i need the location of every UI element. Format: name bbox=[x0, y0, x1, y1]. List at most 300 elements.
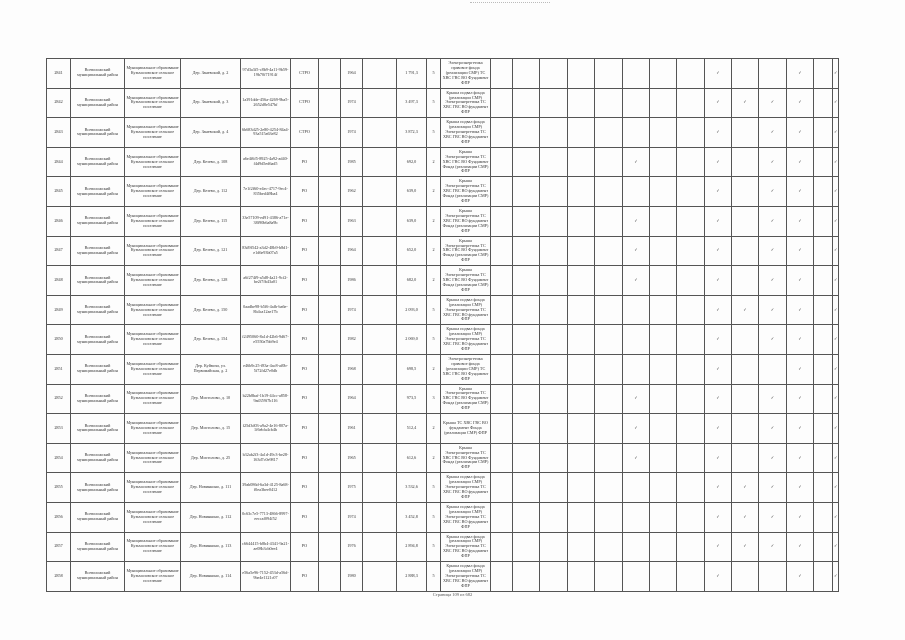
year-cell: 1974 bbox=[341, 118, 363, 148]
checkmark-icon: ✓ bbox=[787, 206, 814, 236]
empty-check-cell bbox=[623, 502, 650, 532]
floors-cell: 5 bbox=[427, 325, 441, 355]
empty-check-cell bbox=[677, 473, 705, 503]
category-cell: СТРО bbox=[291, 88, 319, 118]
empty-check-cell bbox=[595, 354, 623, 384]
empty-check-cell bbox=[540, 414, 568, 444]
checkmark-icon: ✓ bbox=[833, 177, 839, 207]
empty-check-cell bbox=[732, 206, 759, 236]
empty-check-cell bbox=[513, 502, 540, 532]
checkmark-icon: ✓ bbox=[705, 414, 732, 444]
table-row bbox=[47, 206, 839, 236]
checkmark-icon: ✓ bbox=[705, 206, 732, 236]
empty-check-cell bbox=[595, 325, 623, 355]
category-cell: РО bbox=[291, 502, 319, 532]
empty-check-cell bbox=[623, 177, 650, 207]
empty-check-cell bbox=[814, 295, 833, 325]
empty-check-cell bbox=[568, 473, 595, 503]
empty-check-cell bbox=[491, 414, 513, 444]
empty-check-cell bbox=[595, 147, 623, 177]
guid-cell: 33e57109-ed91-4386-a71e-38f90b6a8a9b bbox=[241, 206, 291, 236]
empty-check-cell bbox=[540, 502, 568, 532]
settlement-cell: Муниципальное образование Кузьмоловское сельское поселение bbox=[125, 502, 181, 532]
empty-check-cell bbox=[513, 295, 540, 325]
empty-check-cell bbox=[513, 325, 540, 355]
empty-check-cell bbox=[677, 443, 705, 473]
empty-check-cell bbox=[650, 325, 677, 355]
empty-check-cell bbox=[513, 118, 540, 148]
checkmark-icon: ✓ bbox=[759, 414, 787, 444]
checkmark-icon: ✓ bbox=[705, 88, 732, 118]
row-number: 2850 bbox=[47, 325, 71, 355]
table-row bbox=[47, 88, 839, 118]
year-cell: 1976 bbox=[341, 532, 363, 562]
year-cell: 1974 bbox=[341, 502, 363, 532]
guid-cell: f2495060-8a1d-42b6-9d67-e5550a7bb9e4 bbox=[241, 325, 291, 355]
checkmark-icon: ✓ bbox=[623, 206, 650, 236]
work-types-cell: Крыша Электроэнергетика ТС ХВС ГВС ВО Фундамент Фонда (реализации СМР) ФПР bbox=[441, 236, 491, 266]
table-row bbox=[47, 473, 839, 503]
guid-cell: 7e1f2f60-e4ec-4717-9ec4-835bed4f8ba4 bbox=[241, 177, 291, 207]
empty-check-cell bbox=[540, 266, 568, 296]
empty-check-cell bbox=[677, 147, 705, 177]
empty-cell bbox=[319, 502, 341, 532]
address-cell: Дер. Кезево, д. 154 bbox=[181, 325, 241, 355]
checkmark-icon: ✓ bbox=[705, 266, 732, 296]
empty-check-cell bbox=[513, 59, 540, 89]
work-types-cell: Электроэнергетика правовое фонда (реализации СМР) ТС ХВС ГВС ВО Фундамент ФПР bbox=[441, 354, 491, 384]
empty-check-cell bbox=[814, 206, 833, 236]
address-cell: Дер. Новинкино, д. 111 bbox=[181, 473, 241, 503]
empty-check-cell bbox=[650, 414, 677, 444]
checkmark-icon: ✓ bbox=[759, 266, 787, 296]
year-cell: 1965 bbox=[341, 443, 363, 473]
address-cell: Дер. Заневский, д. 3 bbox=[181, 88, 241, 118]
address-cell: Дер. Кезево, д. 121 bbox=[181, 236, 241, 266]
checkmark-icon: ✓ bbox=[787, 118, 814, 148]
empty-check-cell bbox=[814, 443, 833, 473]
empty-check-cell bbox=[650, 443, 677, 473]
table-row bbox=[47, 414, 839, 444]
table-row bbox=[47, 295, 839, 325]
empty-check-cell bbox=[568, 384, 595, 414]
checkmark-icon: ✓ bbox=[623, 147, 650, 177]
district-cell: Всеволожский муниципальный район bbox=[71, 177, 125, 207]
empty-check-cell bbox=[540, 325, 568, 355]
checkmark-icon: ✓ bbox=[833, 206, 839, 236]
empty-check-cell bbox=[595, 443, 623, 473]
checkmark-icon: ✓ bbox=[705, 147, 732, 177]
checkmark-icon: ✓ bbox=[705, 384, 732, 414]
category-cell: РО bbox=[291, 443, 319, 473]
row-number: 2852 bbox=[47, 384, 71, 414]
settlement-cell: Муниципальное образование Кузьмоловское сельское поселение bbox=[125, 562, 181, 592]
settlement-cell: Муниципальное образование Кузьмоловское сельское поселение bbox=[125, 206, 181, 236]
checkmark-icon: ✓ bbox=[759, 177, 787, 207]
empty-check-cell bbox=[814, 88, 833, 118]
row-number: 2847 bbox=[47, 236, 71, 266]
empty-check-cell bbox=[623, 532, 650, 562]
empty-check-cell bbox=[759, 354, 787, 384]
empty-cell bbox=[319, 118, 341, 148]
empty-check-cell bbox=[650, 532, 677, 562]
table-row bbox=[47, 236, 839, 266]
empty-cell bbox=[319, 562, 341, 592]
settlement-cell: Муниципальное образование Кузьмоловское сельское поселение bbox=[125, 532, 181, 562]
district-cell: Всеволожский муниципальный район bbox=[71, 384, 125, 414]
empty-check-cell bbox=[568, 236, 595, 266]
empty-check-cell bbox=[491, 384, 513, 414]
area-cell: 973,5 bbox=[397, 384, 427, 414]
guid-cell: e56a5e96-7152-453d-a56d-9be4e1121c07 bbox=[241, 562, 291, 592]
table-row bbox=[47, 147, 839, 177]
empty-check-cell bbox=[623, 325, 650, 355]
empty-cell bbox=[319, 532, 341, 562]
empty-check-cell bbox=[568, 206, 595, 236]
guid-cell: 97d3a3f5-c8b9-4a11-9b59-19b70f71914f bbox=[241, 59, 291, 89]
area-cell: 612,6 bbox=[397, 443, 427, 473]
category-cell: РО bbox=[291, 562, 319, 592]
area-cell: 3 872,3 bbox=[397, 118, 427, 148]
empty-check-cell bbox=[513, 532, 540, 562]
empty-check-cell bbox=[650, 502, 677, 532]
empty-check-cell bbox=[568, 502, 595, 532]
empty-check-cell bbox=[650, 88, 677, 118]
work-types-cell: Крыша Электроэнергетика ТС ХВС ГВС ВО Фундамент Фонда (реализации СМР) ФПР bbox=[441, 266, 491, 296]
empty-check-cell bbox=[814, 414, 833, 444]
empty-check-cell bbox=[513, 354, 540, 384]
checkmark-icon: ✓ bbox=[833, 59, 839, 89]
scan-artifact bbox=[470, 2, 550, 5]
empty-cell bbox=[363, 206, 397, 236]
district-cell: Всеволожский муниципальный район bbox=[71, 502, 125, 532]
empty-check-cell bbox=[814, 473, 833, 503]
empty-check-cell bbox=[568, 562, 595, 592]
checkmark-icon: ✓ bbox=[759, 88, 787, 118]
empty-check-cell bbox=[540, 295, 568, 325]
empty-check-cell bbox=[595, 236, 623, 266]
empty-check-cell bbox=[568, 414, 595, 444]
empty-check-cell bbox=[513, 88, 540, 118]
guid-cell: b22b8baf-1b19-44cc-a858-9ad359f7b116 bbox=[241, 384, 291, 414]
row-number: 2853 bbox=[47, 414, 71, 444]
empty-check-cell bbox=[491, 236, 513, 266]
settlement-cell: Муниципальное образование Кузьмоловское сельское поселение bbox=[125, 59, 181, 89]
category-cell: РО bbox=[291, 266, 319, 296]
district-cell: Всеволожский муниципальный район bbox=[71, 443, 125, 473]
area-cell: 3 532,6 bbox=[397, 473, 427, 503]
table-row bbox=[47, 118, 839, 148]
empty-cell bbox=[319, 206, 341, 236]
empty-check-cell bbox=[677, 177, 705, 207]
address-cell: Дер. Мистолово, д. 10 bbox=[181, 384, 241, 414]
district-cell: Всеволожский муниципальный район bbox=[71, 236, 125, 266]
address-cell: Дер. Кезево, д. 108 bbox=[181, 147, 241, 177]
checkmark-icon: ✓ bbox=[705, 177, 732, 207]
checkmark-icon: ✓ bbox=[833, 325, 839, 355]
work-types-cell: Крыша Электроэнергетика ТС ХВС ГВС ВО фундамент Фонда (реализации СМР) ФПР bbox=[441, 177, 491, 207]
checkmark-icon: ✓ bbox=[705, 562, 732, 592]
empty-cell bbox=[319, 147, 341, 177]
empty-check-cell bbox=[568, 532, 595, 562]
address-cell: Дер. Мистолово, д. 25 bbox=[181, 443, 241, 473]
empty-check-cell bbox=[491, 206, 513, 236]
floors-cell: 5 bbox=[427, 118, 441, 148]
empty-check-cell bbox=[732, 236, 759, 266]
empty-cell bbox=[363, 473, 397, 503]
address-cell: Дер. Заневский, д. 4 bbox=[181, 118, 241, 148]
table-row bbox=[47, 384, 839, 414]
settlement-cell: Муниципальное образование Кузьмоловское сельское поселение bbox=[125, 177, 181, 207]
empty-check-cell bbox=[677, 266, 705, 296]
empty-check-cell bbox=[540, 88, 568, 118]
work-types-cell: Крыша Электроэнергетика ТС ХВС ГВС ВО Фундамент Фонда (реализации СМР) ФПР bbox=[441, 384, 491, 414]
empty-check-cell bbox=[595, 88, 623, 118]
empty-check-cell bbox=[595, 502, 623, 532]
empty-check-cell bbox=[732, 562, 759, 592]
category-cell: РО bbox=[291, 147, 319, 177]
floors-cell: 2 bbox=[427, 414, 441, 444]
checkmark-icon: ✓ bbox=[732, 295, 759, 325]
area-cell: 2 894,8 bbox=[397, 532, 427, 562]
category-cell: РО bbox=[291, 206, 319, 236]
empty-check-cell bbox=[595, 177, 623, 207]
checkmark-icon: ✓ bbox=[705, 443, 732, 473]
year-cell: 1961 bbox=[341, 414, 363, 444]
empty-check-cell bbox=[540, 147, 568, 177]
empty-check-cell bbox=[491, 88, 513, 118]
empty-cell bbox=[363, 325, 397, 355]
district-cell: Всеволожский муниципальный район bbox=[71, 206, 125, 236]
floors-cell: 2 bbox=[427, 177, 441, 207]
empty-check-cell bbox=[677, 206, 705, 236]
table-row bbox=[47, 443, 839, 473]
empty-check-cell bbox=[732, 414, 759, 444]
checkmark-icon: ✓ bbox=[787, 502, 814, 532]
empty-check-cell bbox=[677, 414, 705, 444]
floors-cell: 2 bbox=[427, 206, 441, 236]
empty-check-cell bbox=[650, 177, 677, 207]
checkmark-icon: ✓ bbox=[759, 295, 787, 325]
district-cell: Всеволожский муниципальный район bbox=[71, 414, 125, 444]
row-number: 2856 bbox=[47, 502, 71, 532]
empty-check-cell bbox=[650, 473, 677, 503]
empty-check-cell bbox=[677, 502, 705, 532]
empty-cell bbox=[363, 443, 397, 473]
row-number: 2851 bbox=[47, 354, 71, 384]
empty-check-cell bbox=[540, 354, 568, 384]
area-cell: 2 069,0 bbox=[397, 325, 427, 355]
area-cell: 698,5 bbox=[397, 354, 427, 384]
empty-check-cell bbox=[540, 236, 568, 266]
empty-check-cell bbox=[677, 236, 705, 266]
checkmark-icon: ✓ bbox=[732, 88, 759, 118]
checkmark-icon: ✓ bbox=[759, 473, 787, 503]
work-types-cell: Крыша подвал фонда (реализации СМР) Электроэнергетика ТС ХВС ГВС ВО фундамент ФПР bbox=[441, 88, 491, 118]
settlement-cell: Муниципальное образование Кузьмоловское сельское поселение bbox=[125, 473, 181, 503]
empty-check-cell bbox=[732, 325, 759, 355]
checkmark-icon: ✓ bbox=[787, 88, 814, 118]
row-number: 2857 bbox=[47, 532, 71, 562]
empty-check-cell bbox=[568, 325, 595, 355]
empty-check-cell bbox=[595, 532, 623, 562]
checkmark-icon: ✓ bbox=[705, 473, 732, 503]
work-types-cell: Крыша подвал фонда (реализации СМР) Электроэнергетика ТС ХВС ГВС ВО фундамент ФПР bbox=[441, 562, 491, 592]
checkmark-icon: ✓ bbox=[759, 502, 787, 532]
district-cell: Всеволожский муниципальный район bbox=[71, 266, 125, 296]
empty-check-cell bbox=[540, 384, 568, 414]
empty-check-cell bbox=[491, 266, 513, 296]
empty-cell bbox=[363, 59, 397, 89]
table-row bbox=[47, 325, 839, 355]
year-cell: 1968 bbox=[341, 354, 363, 384]
empty-check-cell bbox=[513, 562, 540, 592]
checkmark-icon: ✓ bbox=[732, 502, 759, 532]
empty-cell bbox=[319, 354, 341, 384]
empty-check-cell bbox=[650, 236, 677, 266]
empty-check-cell bbox=[595, 473, 623, 503]
empty-check-cell bbox=[540, 562, 568, 592]
empty-cell bbox=[319, 295, 341, 325]
settlement-cell: Муниципальное образование Кузьмоловское сельское поселение bbox=[125, 354, 181, 384]
empty-check-cell bbox=[732, 118, 759, 148]
category-cell: РО bbox=[291, 473, 319, 503]
empty-check-cell bbox=[759, 59, 787, 89]
empty-check-cell bbox=[540, 532, 568, 562]
floors-cell: 2 bbox=[427, 236, 441, 266]
empty-check-cell bbox=[540, 206, 568, 236]
empty-cell bbox=[319, 473, 341, 503]
settlement-cell: Муниципальное образование Кузьмоловское сельское поселение bbox=[125, 88, 181, 118]
floors-cell: 2 bbox=[427, 266, 441, 296]
area-cell: 652,0 bbox=[397, 236, 427, 266]
empty-check-cell bbox=[814, 502, 833, 532]
year-cell: 1963 bbox=[341, 206, 363, 236]
empty-check-cell bbox=[677, 118, 705, 148]
checkmark-icon: ✓ bbox=[732, 473, 759, 503]
district-cell: Всеволожский муниципальный район bbox=[71, 562, 125, 592]
checkmark-icon: ✓ bbox=[623, 443, 650, 473]
address-cell: Дер. Кезево, д. 112 bbox=[181, 177, 241, 207]
guid-cell: b32ab2f3-4a1d-49c3-be28-163d7c0e9817 bbox=[241, 443, 291, 473]
year-cell: 1980 bbox=[341, 562, 363, 592]
empty-check-cell bbox=[513, 266, 540, 296]
checkmark-icon: ✓ bbox=[833, 354, 839, 384]
row-number: 2849 bbox=[47, 295, 71, 325]
checkmark-icon: ✓ bbox=[833, 236, 839, 266]
checkmark-icon: ✓ bbox=[833, 414, 839, 444]
area-cell: 3 497,3 bbox=[397, 88, 427, 118]
checkmark-icon: ✓ bbox=[759, 443, 787, 473]
empty-cell bbox=[363, 354, 397, 384]
row-number: 2855 bbox=[47, 473, 71, 503]
checkmark-icon: ✓ bbox=[833, 443, 839, 473]
empty-check-cell bbox=[595, 118, 623, 148]
empty-cell bbox=[363, 532, 397, 562]
guid-cell: 1a391dde-456a-4269-9ba5-2652d8e547bf bbox=[241, 88, 291, 118]
empty-cell bbox=[363, 118, 397, 148]
empty-check-cell bbox=[677, 384, 705, 414]
empty-check-cell bbox=[650, 118, 677, 148]
table-row bbox=[47, 59, 839, 89]
checkmark-icon: ✓ bbox=[705, 295, 732, 325]
work-types-cell: Крыша ТС ХВС ГВС ВО фундамент Фонда (реализации СМР) ФПР bbox=[441, 414, 491, 444]
table-row bbox=[47, 354, 839, 384]
district-cell: Всеволожский муниципальный район bbox=[71, 473, 125, 503]
empty-check-cell bbox=[540, 443, 568, 473]
guid-cell: 0c63c7e5-7713-4866-8997-eeccaf094f52 bbox=[241, 502, 291, 532]
district-cell: Всеволожский муниципальный район bbox=[71, 88, 125, 118]
empty-check-cell bbox=[732, 266, 759, 296]
empty-check-cell bbox=[513, 236, 540, 266]
area-cell: 3 452,8 bbox=[397, 502, 427, 532]
guid-cell: e46b9c25-f83a-4ac8-af0b-5f72fd27e0db bbox=[241, 354, 291, 384]
row-number: 2846 bbox=[47, 206, 71, 236]
checkmark-icon: ✓ bbox=[833, 562, 839, 592]
table-row bbox=[47, 532, 839, 562]
checkmark-icon: ✓ bbox=[705, 325, 732, 355]
guid-cell: 83d9f542-a3d2-48b9-b8d1-e1d6e93b07a5 bbox=[241, 236, 291, 266]
checkmark-icon: ✓ bbox=[833, 473, 839, 503]
address-cell: Дер. Куйвози, ул. Первомайская, д. 2 bbox=[181, 354, 241, 384]
empty-check-cell bbox=[568, 266, 595, 296]
category-cell: РО bbox=[291, 532, 319, 562]
floors-cell: 5 bbox=[427, 532, 441, 562]
checkmark-icon: ✓ bbox=[623, 236, 650, 266]
empty-check-cell bbox=[650, 147, 677, 177]
row-number: 2842 bbox=[47, 88, 71, 118]
empty-check-cell bbox=[623, 473, 650, 503]
empty-cell bbox=[319, 88, 341, 118]
empty-check-cell bbox=[491, 147, 513, 177]
empty-check-cell bbox=[491, 532, 513, 562]
year-cell: 1964 bbox=[341, 236, 363, 266]
empty-cell bbox=[319, 59, 341, 89]
guid-cell: a6f274f9-a5d8-4a21-9cf2-be2f7fb43a01 bbox=[241, 266, 291, 296]
empty-check-cell bbox=[623, 59, 650, 89]
empty-check-cell bbox=[513, 384, 540, 414]
empty-check-cell bbox=[732, 59, 759, 89]
empty-check-cell bbox=[568, 118, 595, 148]
year-cell: 1964 bbox=[341, 384, 363, 414]
checkmark-icon: ✓ bbox=[759, 118, 787, 148]
empty-check-cell bbox=[568, 295, 595, 325]
empty-check-cell bbox=[623, 88, 650, 118]
guid-cell: f25d3d03-a9a2-4e16-807a-1f6ebfa4cb4b bbox=[241, 414, 291, 444]
empty-check-cell bbox=[491, 118, 513, 148]
empty-cell bbox=[363, 177, 397, 207]
empty-check-cell bbox=[491, 473, 513, 503]
year-cell: 1974 bbox=[341, 295, 363, 325]
empty-check-cell bbox=[677, 325, 705, 355]
checkmark-icon: ✓ bbox=[623, 266, 650, 296]
district-cell: Всеволожский муниципальный район bbox=[71, 354, 125, 384]
empty-check-cell bbox=[491, 502, 513, 532]
checkmark-icon: ✓ bbox=[833, 147, 839, 177]
empty-check-cell bbox=[814, 532, 833, 562]
empty-check-cell bbox=[732, 147, 759, 177]
work-types-cell: Крыша подвал фонда (реализации СМР) Электроэнергетика ТС ХВС ГВС ВО фундамент ФПР bbox=[441, 325, 491, 355]
year-cell: 1985 bbox=[341, 147, 363, 177]
floors-cell: 5 bbox=[427, 295, 441, 325]
empty-check-cell bbox=[814, 562, 833, 592]
district-cell: Всеволожский муниципальный район bbox=[71, 325, 125, 355]
empty-check-cell bbox=[513, 443, 540, 473]
settlement-cell: Муниципальное образование Кузьмоловское сельское поселение bbox=[125, 414, 181, 444]
empty-check-cell bbox=[677, 562, 705, 592]
area-cell: 682,0 bbox=[397, 266, 427, 296]
empty-check-cell bbox=[623, 562, 650, 592]
